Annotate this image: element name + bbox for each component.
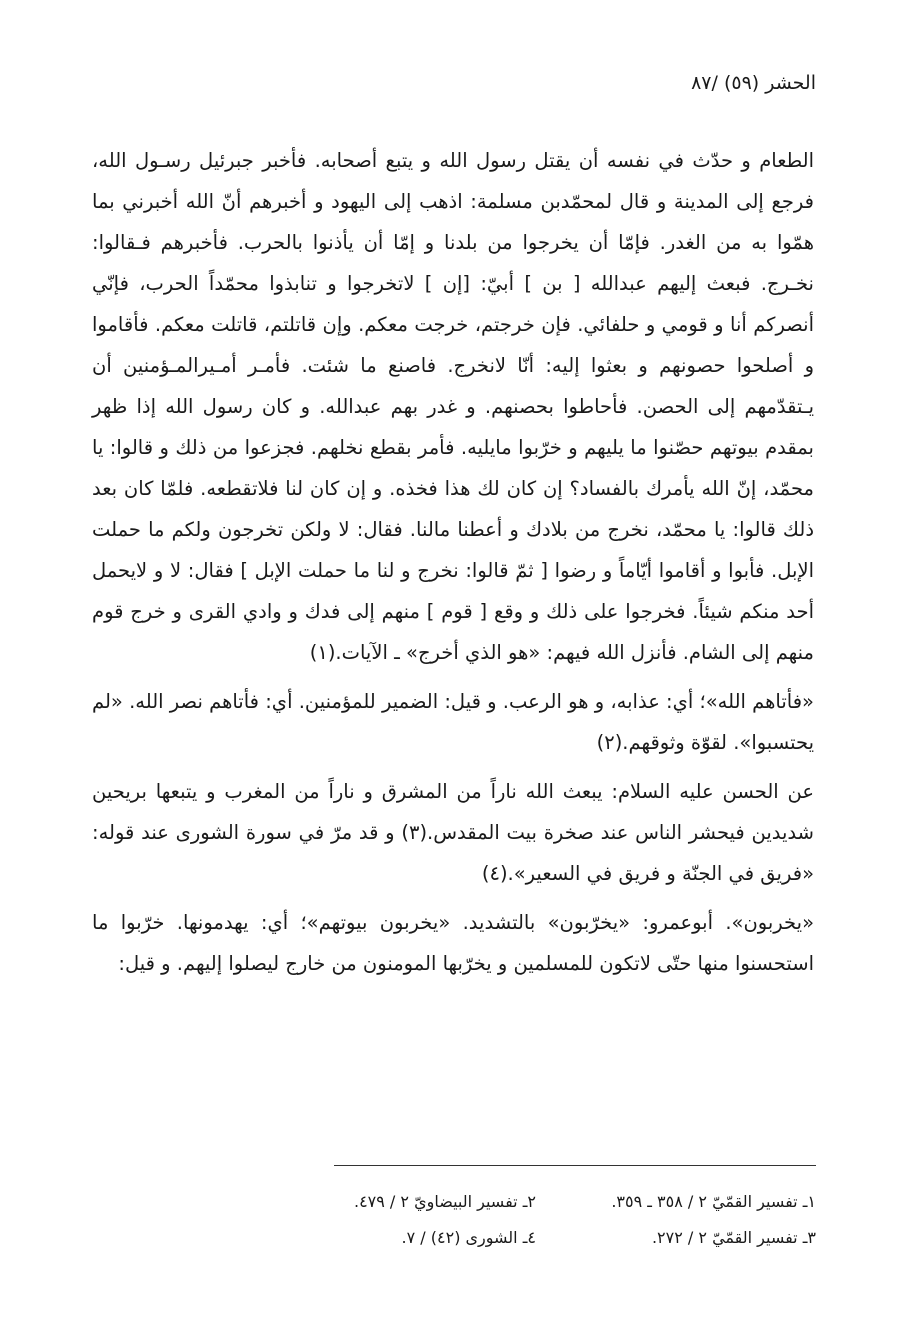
- footnote-row: [256, 1184, 816, 1220]
- footnote-1: ١ـ تفسير القمّيّ ٢ / ٣٥٨ ـ ٣٥٩.: [611, 1192, 816, 1211]
- main-text: [92, 140, 814, 984]
- footnote-row: [256, 1220, 816, 1256]
- footnote-4: ٤ـ الشورى (٤٢) / ٧.: [401, 1228, 536, 1247]
- paragraph-4: «يخربون». أبوعمرو: «يخرّبون» بالتشديد. «يخربون بيوتهم»؛ أي: يهدمونها. خرّبوا ما استحسنوا منها حتّى لاتكون للمسلمين و يخرّبها المومنون من خارج ليصلوا إليهم. و قيل:: [92, 911, 814, 975]
- footnotes: [256, 1184, 816, 1256]
- footnote-2: ٢ـ تفسير البيضاويّ ٢ / ٤٧٩.: [353, 1192, 536, 1211]
- footnote-3: ٣ـ تفسير القمّيّ ٢ / ٢٧٢.: [651, 1228, 816, 1247]
- running-header: الحشر (٥٩) /٨٧: [691, 72, 816, 94]
- paragraph-1: الطعام و حدّث في نفسه أن يقتل رسول الله و يتبع أصحابه. فأخبر جبرئيل رسـول الله، فرجع إلى المدينة و قال لمحمّدبن مسلمة: اذهب إلى اليهود و أخبرهم أنّ الله أخبرني بما همّوا به من الغدر. فإمّا أن يخرجوا من بلدنا و إمّا أن يأذنوا بالحرب. فأخبرهم فـقالوا: نخـرج. فبعث إليهم عبدالله [ بن ] أبيّ: [إن ] لاتخرجوا و تنابذوا محمّداً الحرب، فإنّي أنصركم أنا و قومي و حلفائي. فإن خرجتم، خرجت معكم. وإن قاتلتم، قاتلت معكم. فأقاموا و أصلحوا حصونهم و بعثوا إليه: أنّا لانخرج. فاصنع ما شئت. فأمـر أمـيرالمـؤمنين أن يـتقدّمهم إلى الحصن. فأحاطوا بحصنهم. و غدر بهم عبدالله. و كان رسول الله إذا ظهر بمقدم بيوتهم حصّنوا ما يليهم و خرّبوا مايليه. فأمر بقطع نخلهم. فجزعوا من ذلك و قالوا: يا محمّد، إنّ الله يأمرك بالفساد؟ إن كان لك هذا فخذه. و إن كان لنا فلاتقطعه. فلمّا كان بعد ذلك قالوا: يا محمّد، نخرج من بلادك و أعطنا مالنا. فقال: لا ولكن تخرجون ولكم ما حملت الإبل. فأبوا و أقاموا أيّاماً و رضوا [ ثمّ قالوا: نخرج و لنا ما حملت الإبل ] فقال: لا و لايحمل أحد منكم شيئاً. فخرجوا على ذلك و وقع [ قوم ] منهم إلى فدك و وادي القرى و خرج قوم منهم إلى الشام. فأنزل الله فيهم: «هو الذي أخرج» ـ الآيات.(١): [92, 149, 814, 664]
- paragraph-3: عن الحسن عليه السلام: يبعث الله ناراً من المشرق و ناراً من المغرب و يتبعها بريحين شديدين فيحشر الناس عند صخرة بيت المقدس.(٣) و قد مرّ في سورة الشورى عند قوله: «فريق في الجنّة و فريق في السعير».(٤): [92, 780, 814, 885]
- paragraph-2: «فأتاهم الله»؛ أي: عذابه، و هو الرعب. و قيل: الضمير للمؤمنين. أي: فأتاهم نصر الله. «لم يحتسبوا». لقوّة وثوقهم.(٢): [92, 690, 814, 754]
- footnote-divider: [334, 1165, 816, 1166]
